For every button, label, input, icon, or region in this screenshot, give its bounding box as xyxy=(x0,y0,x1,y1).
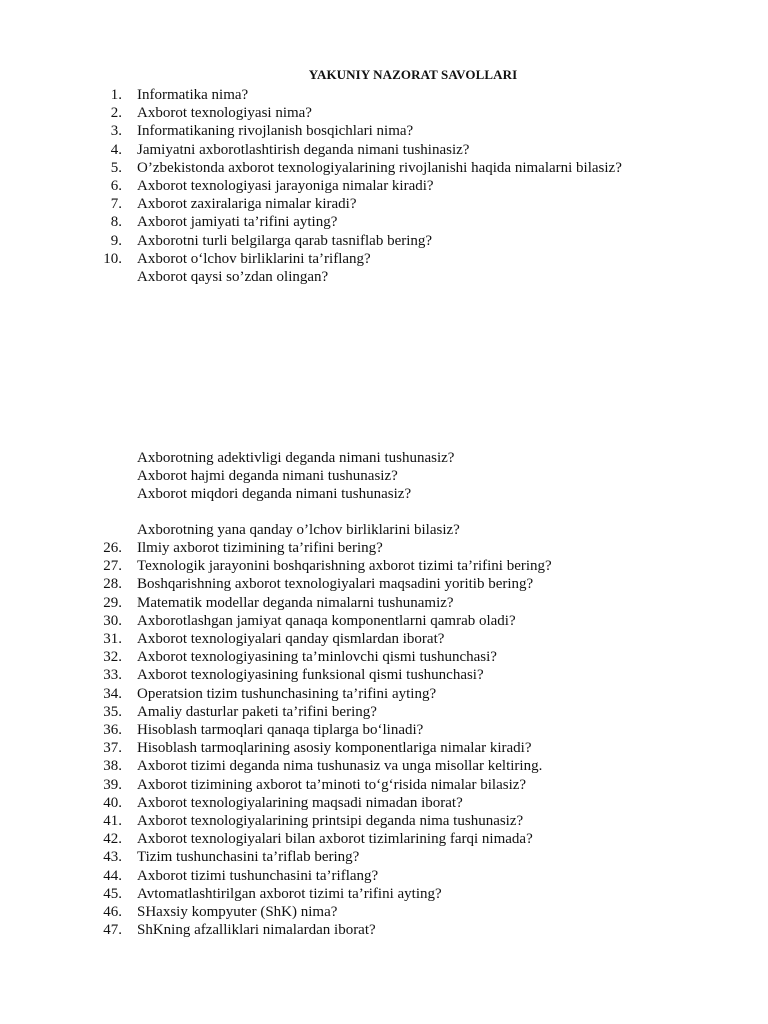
question-number: 40. xyxy=(103,794,122,811)
question-text: O’zbekistonda axborot texnologiyalarining rivojlanishi haqida nimalarni bilasiz? xyxy=(137,159,622,176)
question-text: Texnologik jarayonini boshqarishning axborot tizimi ta’rifini bering? xyxy=(137,558,552,575)
question-number: 1. xyxy=(110,87,122,103)
question-text: Axborotning adektivligi deganda nimani tushunasiz? xyxy=(137,450,455,466)
question-text: Axborot texnologiyalarining printsipi deganda nima tushunasiz? xyxy=(137,813,524,829)
question-number: 28. xyxy=(103,576,122,593)
question-text: Axborot jamiyati ta’rifini ayting? xyxy=(137,214,338,231)
question-number: 7. xyxy=(110,196,122,213)
question-text: Matematik modellar deganda nimalarni tushunamiz? xyxy=(137,594,454,611)
question-number: 32. xyxy=(103,649,122,666)
question-text: Axborot texnologiyasi jarayoniga nimalar kiradi? xyxy=(137,178,434,194)
question-text: Axborot texnologiyalarining maqsadi nimadan iborat? xyxy=(137,794,463,811)
question-text: Boshqarishning axborot texnologiyalari maqsadini yoritib bering? xyxy=(137,576,534,593)
question-number: 42. xyxy=(103,831,122,848)
question-number: 3. xyxy=(110,123,122,140)
question-text: Hisoblash tarmoqlarining asosiy komponentlariga nimalar kiradi? xyxy=(137,740,532,757)
question-text: Axborot texnologiyalari qanday qismlardan iborat? xyxy=(137,631,445,647)
question-number: 47. xyxy=(103,922,122,939)
question-text: Axborot texnologiyasi nima? xyxy=(137,105,312,122)
question-number: 29. xyxy=(103,594,122,611)
question-text: Hisoblash tarmoqlari qanaqa tiplarga bo‘linadi? xyxy=(137,722,424,738)
question-number: 38. xyxy=(103,758,122,775)
question-number: 43. xyxy=(103,849,122,866)
question-number: 45. xyxy=(103,885,122,902)
question-text: Axborot tizimi deganda nima tushunasiz va unga misollar keltiring. xyxy=(137,758,543,775)
question-number: 26. xyxy=(103,540,122,556)
question-text: Axborotning yana qanday o’lchov birliklarini bilasiz? xyxy=(137,522,460,538)
question-text: Axborot zaxiralariga nimalar kiradi? xyxy=(137,196,357,213)
question-text: Amaliy dasturlar paketi ta’rifini bering? xyxy=(137,703,377,720)
question-text: Ilmiy axborot tizimining ta’rifini bering? xyxy=(137,540,383,556)
question-text: Informatikaning rivojlanish bosqichlari nima? xyxy=(137,123,414,140)
question-text: Axborot tizimining axborot ta’minoti to‘g‘risida nimalar bilasiz? xyxy=(137,776,527,793)
question-text: Axborot hajmi deganda nimani tushunasiz? xyxy=(137,468,398,485)
question-number: 6. xyxy=(110,178,122,194)
question-text: Axborot tizimi tushunchasini ta’riflang? xyxy=(137,867,379,884)
question-text: Axborotni turli belgilarga qarab tasniflab bering? xyxy=(137,232,433,249)
question-number: 37. xyxy=(103,740,122,757)
question-number: 39. xyxy=(103,776,122,793)
question-number: 4. xyxy=(110,141,122,158)
question-number: 44. xyxy=(103,867,122,884)
question-number: 31. xyxy=(103,631,122,647)
question-text: Axborot texnologiyasining ta’minlovchi qismi tushunchasi? xyxy=(137,649,497,666)
question-number: 2. xyxy=(110,105,122,122)
question-text: Axborot o‘lchov birliklarini ta’riflang? xyxy=(137,250,371,267)
question-number: 9. xyxy=(110,232,122,249)
question-number: 34. xyxy=(103,685,122,702)
question-text: Axborotlashgan jamiyat qanaqa komponentlarni qamrab oladi? xyxy=(137,612,516,629)
question-number: 35. xyxy=(103,703,122,720)
question-text: Axborot texnologiyalari bilan axborot tizimlarining farqi nimada? xyxy=(137,831,533,848)
question-number: 33. xyxy=(103,667,122,684)
question-number: 41. xyxy=(103,813,122,829)
question-text: Axborot qaysi so’zdan olingan? xyxy=(137,269,329,285)
question-text: Axborot texnologiyasining funksional qismi tushunchasi? xyxy=(137,667,484,684)
question-text: Axborot miqdori deganda nimani tushunasiz? xyxy=(137,486,412,503)
question-text: ShKning afzalliklari nimalardan iborat? xyxy=(137,922,376,939)
question-number: 10. xyxy=(103,250,122,267)
question-number: 8. xyxy=(110,214,122,231)
question-number: 36. xyxy=(103,722,122,738)
question-number: 46. xyxy=(103,904,122,920)
question-number: 30. xyxy=(103,612,122,629)
question-text: Avtomatlashtirilgan axborot tizimi ta’rifini ayting? xyxy=(137,885,442,902)
document-title: YAKUNIY NAZORAT SAVOLLARI xyxy=(308,67,518,82)
question-text: Operatsion tizim tushunchasining ta’rifini ayting? xyxy=(137,685,437,702)
question-number: 5. xyxy=(110,159,122,176)
question-number: 27. xyxy=(103,558,122,575)
question-text: SHaxsiy kompyuter (ShK) nima? xyxy=(137,904,338,920)
question-text: Jamiyatni axborotlashtirish deganda nimani tushinasiz? xyxy=(137,141,470,158)
question-text: Tizim tushunchasini ta’riflab bering? xyxy=(137,849,360,866)
question-text: Informatika nima? xyxy=(137,87,249,103)
